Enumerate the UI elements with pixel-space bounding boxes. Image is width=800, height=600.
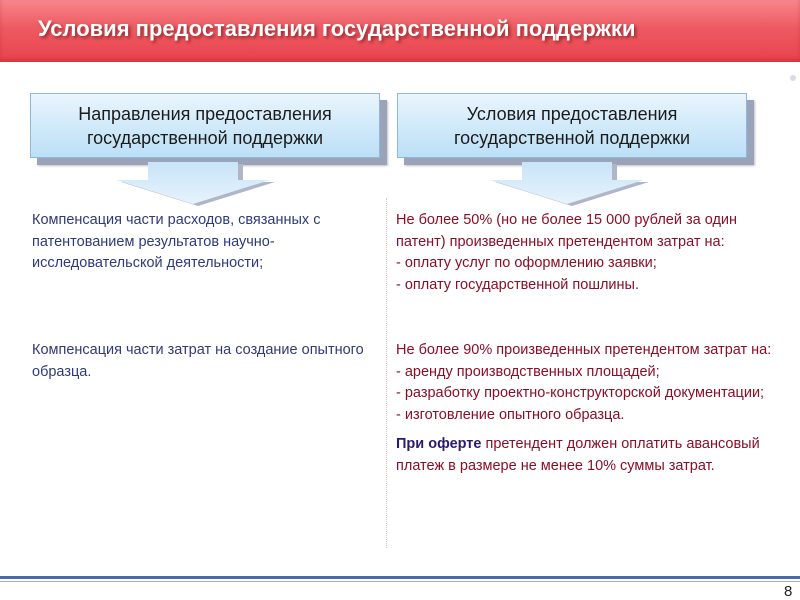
- header-conditions: [397, 93, 747, 158]
- column-divider: [386, 198, 387, 548]
- footer-line: [0, 576, 800, 579]
- condition-text: - оплату услуг по оформлению заявки;: [396, 255, 657, 271]
- header-conditions-line-2: государственной поддержки: [453, 127, 691, 148]
- page-number: 8: [784, 583, 793, 600]
- condition-item-prototype: [396, 340, 774, 477]
- condition-text: - аренду производственных площадей;: [396, 363, 660, 380]
- header-directions: [30, 93, 380, 158]
- down-arrow-icon: [108, 162, 278, 206]
- condition-text: Не более 90% произведенных претендентом затрат на:: [396, 342, 772, 358]
- condition-item-patent: [396, 210, 774, 296]
- down-arrow-icon: [482, 162, 652, 206]
- offer-bold: При оферте: [396, 436, 482, 452]
- decorative-dot: [790, 75, 796, 81]
- condition-text: - изготовление опытного образца.: [396, 406, 625, 423]
- title-bar: [0, 0, 800, 62]
- header-directions-line-1: Направления предоставления: [78, 103, 332, 124]
- header-directions-line-2: государственной поддержки: [86, 127, 324, 148]
- page-title: Условия предоставления государственной поддержки: [38, 16, 636, 41]
- offer-rest: претендент должен оплатить авансовый платеж в размере не менее 10% суммы затрат.: [396, 436, 760, 474]
- header-conditions-line-1: Условия предоставления: [466, 103, 678, 124]
- condition-text: Не более 50% (но не более 15 000 рублей за один патент) произведенных претендентом затрат на:: [396, 212, 738, 250]
- condition-text: - оплату государственной пошлины.: [396, 276, 639, 293]
- footer-line-thin: [0, 581, 800, 582]
- offer-note: [396, 434, 774, 477]
- direction-item-patent: Компенсация части расходов, связанных с патентованием результатов научно-исследовательской деятельности;: [32, 212, 321, 271]
- direction-item-prototype: Компенсация части затрат на создание опытного образца.: [32, 342, 364, 380]
- condition-text: - разработку проектно-конструкторской документации;: [396, 385, 765, 401]
